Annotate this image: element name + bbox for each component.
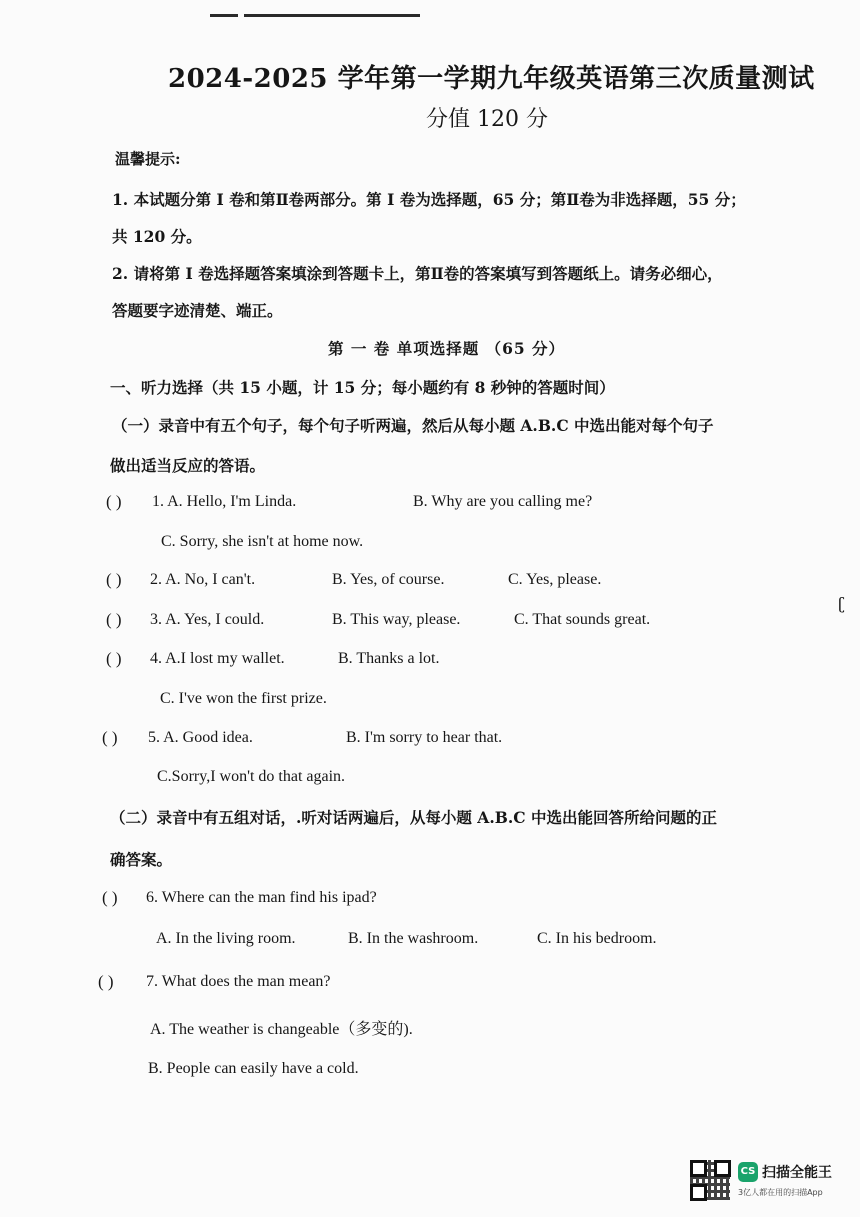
- subsection-2-line-2: 确答案。: [110, 850, 173, 869]
- q4-option-c: C. I've won the first prize.: [160, 690, 327, 707]
- qr-finder-top-right: [714, 1160, 731, 1177]
- answer-blank-1[interactable]: ( ): [106, 492, 122, 511]
- scanner-watermark: [690, 1160, 840, 1204]
- q6-stem: 6. Where can the man find his ipad?: [146, 889, 377, 906]
- section-title: 第 一 卷 单项选择题 （65 分）: [328, 339, 566, 358]
- q1-option-a: 1. A. Hello, I'm Linda.: [152, 493, 297, 510]
- q6-option-c: C. In his bedroom.: [537, 930, 657, 947]
- q1-option-b: B. Why are you calling me?: [413, 493, 593, 510]
- tip-1-line-2: 共 120 分。: [112, 227, 202, 246]
- q6-option-b: B. In the washroom.: [348, 930, 479, 947]
- tip-2-line-2: 答题要字迹清楚、端正。: [112, 301, 283, 320]
- q3-option-a: 3. A. Yes, I could.: [150, 611, 265, 628]
- subsection-1-line-1: （一）录音中有五个句子，每个句子听两遍，然后从每小题 A.B.C 中选出能对每个句子: [112, 416, 714, 435]
- q7-stem: 7. What does the man mean?: [146, 973, 331, 990]
- q2-option-b: B. Yes, of course.: [332, 571, 445, 588]
- qr-finder-top-left: [690, 1160, 707, 1177]
- scanner-app-name: 扫描全能王: [762, 1165, 832, 1181]
- answer-blank-6[interactable]: ( ): [102, 888, 118, 907]
- q4-option-a: 4. A.I lost my wallet.: [150, 650, 285, 667]
- q7-option-b: B. People can easily have a cold.: [148, 1060, 359, 1077]
- subsection-2-line-1: （二）录音中有五组对话，.听对话两遍后，从每小题 A.B.C 中选出能回答所给问题的正: [110, 808, 717, 827]
- q2-option-a: 2. A. No, I can't.: [150, 571, 256, 588]
- part-1-title: 一、听力选择（共 15 小题，计 15 分；每小题约有 8 秒钟的答题时间）: [110, 378, 615, 397]
- top-rule-right: [244, 14, 420, 17]
- tip-1-line-1: 1. 本试题分第 I 卷和第Ⅱ卷两部分。第 I 卷为选择题，65 分；第Ⅱ卷为非选择题，55 分；: [112, 190, 746, 209]
- answer-blank-2[interactable]: ( ): [106, 570, 122, 589]
- qr-finder-bottom-left: [690, 1184, 707, 1201]
- q6-option-a: A. In the living room.: [156, 930, 296, 947]
- q5-option-b: B. I'm sorry to hear that.: [346, 729, 503, 746]
- answer-blank-4[interactable]: ( ): [106, 649, 122, 668]
- tip-2-line-1: 2. 请将第 I 卷选择题答案填涂到答题卡上，第Ⅱ卷的答案填写到答题纸上。请务必细心，: [112, 264, 723, 283]
- q3-option-b: B. This way, please.: [332, 611, 461, 628]
- q2-option-c: C. Yes, please.: [508, 571, 602, 588]
- q4-option-b: B. Thanks a lot.: [338, 650, 440, 667]
- answer-blank-3[interactable]: ( ): [106, 610, 122, 629]
- page-title: 2024-2025 学年第一学期九年级英语第三次质量测试: [168, 64, 815, 94]
- top-rule-left: [210, 14, 238, 17]
- answer-blank-5[interactable]: ( ): [102, 728, 118, 747]
- q5-option-a: 5. A. Good idea.: [148, 729, 253, 746]
- camscanner-logo-icon: CS: [738, 1162, 758, 1182]
- subsection-1-line-2: 做出适当反应的答语。: [110, 456, 266, 475]
- total-score: 分值 120 分: [426, 107, 548, 132]
- q5-option-c: C.Sorry,I won't do that again.: [157, 768, 346, 785]
- q7-option-a: A. The weather is changeable（多变的).: [150, 1021, 413, 1038]
- q3-option-c: C. That sounds great.: [514, 611, 651, 628]
- answer-blank-7[interactable]: ( ): [98, 972, 114, 991]
- tips-heading: 温馨提示:: [115, 150, 181, 168]
- scanner-tagline: 3亿人都在用的扫描App: [738, 1188, 823, 1197]
- margin-mark: ʗ: [838, 594, 845, 613]
- q1-option-c: C. Sorry, she isn't at home now.: [161, 533, 364, 550]
